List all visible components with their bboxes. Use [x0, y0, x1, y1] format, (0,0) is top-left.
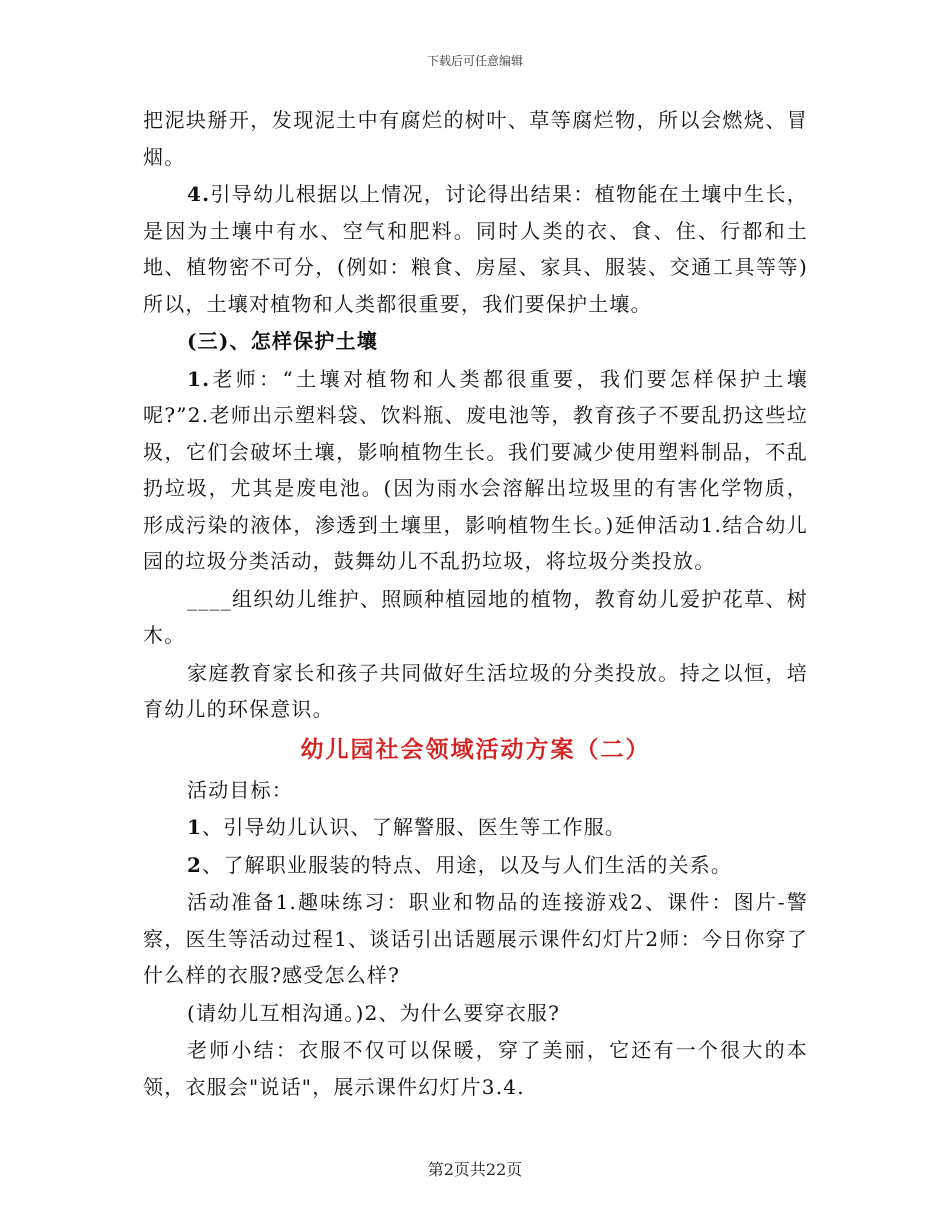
step-number: 4.	[187, 182, 211, 206]
paragraph-step-4	[143, 176, 808, 322]
paragraph-text: 家庭教育家长和孩子共同做好生活垃圾的分类投放。持之以恒，培育幼儿的环保意识。	[143, 660, 808, 721]
paragraph-text: 、了解职业服装的特点、用途，以及与人们生活的关系。	[202, 852, 733, 877]
paragraph-preparation	[143, 884, 808, 994]
section-title: 幼儿园社会领域活动方案（二）	[300, 735, 651, 763]
paragraph-step-1	[143, 361, 808, 580]
paragraph-organize	[143, 581, 808, 654]
subsection-heading	[143, 323, 808, 360]
paragraph-text: 老师：“土壤对植物和人类都很重要，我们要怎样保护土壤呢?”2.老师出示塑料袋、饮料瓶、废电池等，教育孩子不要乱扔这些垃圾，它们会破坏土壤，影响植物生长。我们要减少使用塑料制品，不乱扔垃圾，尤其是废电池。(因为雨水会溶解出垃圾里的有害化学物质，形成污染的液体，渗透到土壤里，影响植物生长。)延伸活动1.结合幼儿园的垃圾分类活动，鼓舞幼儿不乱扔垃圾，将垃圾分类投放。	[143, 366, 808, 573]
paragraph-text: ____组织幼儿维护、照顾种植园地的植物，教育幼儿爱护花草、树木。	[143, 586, 808, 647]
page-footer: 第2页共22页	[427, 1160, 523, 1179]
paragraph-text: 活动目标：	[187, 777, 293, 802]
paragraph-continuation	[143, 102, 808, 175]
page-header: 下载后可任意编辑	[426, 54, 523, 68]
paragraph-family	[143, 655, 808, 728]
paragraph-text: 活动准备1.趣味练习：职业和物品的连接游戏2、课件：图片-警察，医生等活动过程1、谈话引出话题展示课件幻灯片2师：今日你穿了什么样的衣服?感受怎么样?	[143, 890, 808, 987]
paragraph-text: 、引导幼儿认识、了解警服、医生等工作服。	[202, 815, 627, 839]
subsection-heading-text: (三)、怎样保护土壤	[187, 329, 378, 353]
document-body	[143, 102, 808, 1106]
paragraph-goal-2	[143, 847, 808, 884]
paragraph-discussion	[143, 995, 808, 1032]
paragraph-text: 老师小结：衣服不仅可以保暖，穿了美丽，它还有一个很大的本领，衣服会"说话"，展示课件幻灯片3.4.	[143, 1038, 808, 1099]
goal-number: 2	[187, 852, 203, 877]
paragraph-text: (请幼儿互相沟通。)2、为什么要穿衣服?	[187, 1000, 561, 1025]
step-number: 1.	[187, 366, 211, 391]
paragraph-text: 引导幼儿根据以上情况，讨论得出结果：植物能在土壤中生长，是因为土壤中有水、空气和肥料。同时人类的衣、食、住、行都和土地、植物密不可分，(例如：粮食、房屋、家具、服装、交通工具等等)所以，土壤对植物和人类都很重要，我们要保护土壤。	[143, 182, 808, 316]
paragraph-summary	[143, 1032, 808, 1105]
goal-number: 1	[187, 815, 203, 839]
paragraph-goal-1	[143, 809, 808, 846]
paragraph-goals-label	[143, 772, 808, 809]
paragraph-text: 把泥块掰开，发现泥土中有腐烂的树叶、草等腐烂物，所以会燃烧、冒烟。	[143, 108, 808, 169]
